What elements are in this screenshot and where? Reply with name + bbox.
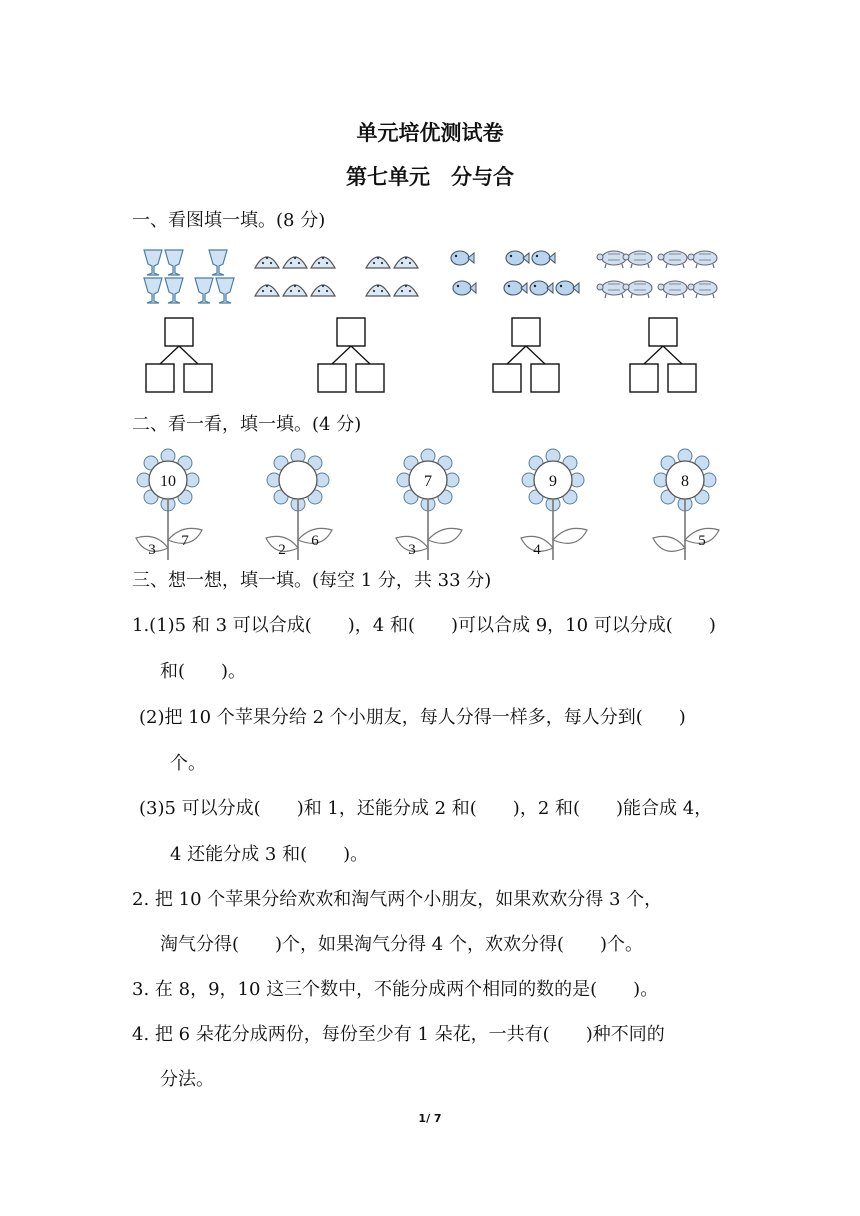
flower-3 [396, 449, 462, 560]
right-leaf-number: 7 [181, 533, 189, 549]
fish-icon [451, 251, 474, 265]
composition-tree-4[interactable] [630, 318, 696, 392]
question-1-3-line1: (3)5 可以分成( )和 1，还能分成 2 和( )，2 和( )能合成 4， [139, 798, 713, 819]
fish-icon [556, 281, 579, 295]
unit-subtitle: 第七单元 分与合 [346, 165, 514, 189]
question-2-line2: 淘气分得( )个，如果淘气分得 4 个，欢欢分得( )个。 [160, 934, 643, 955]
left-leaf-number: 3 [408, 542, 416, 558]
question-1-1-line2: 和( )。 [160, 661, 247, 682]
flower-center-number: 8 [681, 473, 689, 490]
flower-center-number: 10 [160, 473, 176, 490]
question-1-1-line1: 1.(1)5 和 3 可以合成( )，4 和( )可以合成 9，10 可以分成( ) [132, 615, 716, 636]
watermelon-slice-icon [394, 257, 418, 268]
left-leaf-number: 4 [533, 542, 541, 558]
flower-center-number: 7 [424, 473, 432, 490]
section1-figure [130, 236, 730, 396]
watermelon-slice-icon [394, 285, 418, 296]
cup-icon [144, 278, 162, 303]
watermelon-slice-icon [255, 285, 279, 296]
watermelon-slice-icon [311, 285, 335, 296]
flower-center-number: 9 [549, 473, 557, 490]
section2-figure [130, 448, 730, 558]
flower-4 [521, 449, 587, 560]
question-1-2-line1: (2)把 10 个苹果分给 2 个小朋友，每人分得一样多，每人分到( ) [139, 707, 686, 728]
question-3: 3. 在 8，9，10 这三个数中，不能分成两个相同的数的是( )。 [132, 979, 659, 1000]
section3-heading: 三、想一想，填一填。(每空 1 分，共 33 分) [132, 570, 492, 591]
watermelon-slice-icon [283, 257, 307, 268]
cup-icon [144, 250, 162, 275]
watermelon-slice-icon [311, 257, 335, 268]
turtle-icon [658, 251, 687, 268]
composition-tree-2[interactable] [318, 318, 384, 392]
cup-icon [216, 278, 234, 303]
turtle-icon [623, 281, 652, 298]
fish-icon [506, 251, 529, 265]
flower-2 [266, 449, 332, 560]
fish-icon [530, 281, 553, 295]
right-leaf-number: 6 [311, 533, 319, 549]
fish-icon [504, 281, 527, 295]
composition-tree-1[interactable] [146, 318, 212, 392]
turtle-icon [688, 281, 717, 298]
watermelon-slice-icon [255, 257, 279, 268]
page-title: 单元培优测试卷 [356, 121, 504, 145]
right-leaf-number: 5 [698, 533, 706, 549]
turtle-group [597, 251, 717, 298]
turtle-icon [658, 281, 687, 298]
watermelon-group [255, 257, 418, 296]
flower-5 [653, 449, 719, 560]
flower-1 [136, 449, 202, 560]
turtle-icon [597, 281, 626, 298]
left-leaf-number: 3 [148, 542, 156, 558]
watermelon-slice-icon [283, 285, 307, 296]
question-1-3-line2: 4 还能分成 3 和( )。 [170, 844, 369, 865]
fish-group [451, 251, 579, 295]
question-2-line1: 2. 把 10 个苹果分给欢欢和淘气两个小朋友，如果欢欢分得 3 个， [132, 889, 663, 910]
cup-icon [195, 278, 213, 303]
question-1-2-line2: 个。 [170, 753, 206, 774]
cup-group [144, 250, 234, 303]
watermelon-slice-icon [366, 285, 390, 296]
turtle-icon [597, 251, 626, 268]
fish-icon [532, 251, 555, 265]
left-leaf-number: 2 [278, 542, 286, 558]
cup-icon [165, 250, 183, 275]
cup-icon [209, 250, 227, 275]
watermelon-slice-icon [366, 257, 390, 268]
question-4-line2: 分法。 [160, 1069, 214, 1090]
turtle-icon [688, 251, 717, 268]
fish-icon [453, 281, 476, 295]
composition-tree-3[interactable] [493, 318, 559, 392]
section1-heading: 一、看图填一填。(8 分) [132, 210, 326, 231]
section2-heading: 二、看一看，填一填。(4 分) [132, 414, 362, 435]
question-4-line1: 4. 把 6 朵花分成两份，每份至少有 1 朵花，一共有( )种不同的 [132, 1024, 665, 1045]
page-number: 1/ 7 [418, 1112, 442, 1125]
cup-icon [165, 278, 183, 303]
turtle-icon [623, 251, 652, 268]
